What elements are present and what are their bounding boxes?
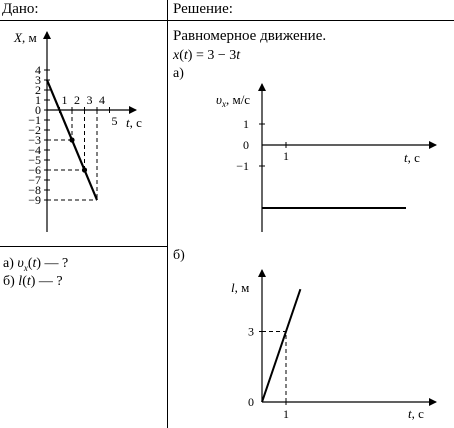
solution-header: Решение: — [173, 1, 233, 17]
y-tick-label: 0 — [248, 395, 254, 409]
part-a-label: а) — [173, 66, 184, 81]
solution-title: Равномерное движение. — [173, 28, 327, 44]
x-tick-label: 3 — [86, 93, 93, 107]
x-tick-label: 1 — [283, 149, 289, 163]
y-tick-label: −5 — [28, 153, 41, 167]
x-axis-label: t, с — [404, 150, 420, 165]
x-tick-label: 1 — [61, 93, 68, 107]
y-axis-label: l, м — [231, 280, 250, 295]
y-tick-label: 1 — [243, 117, 249, 131]
y-tick-label: 4 — [35, 63, 41, 77]
position-chart — [13, 30, 142, 232]
y-tick-label: 3 — [35, 73, 41, 87]
equation-law: x(t) = 3 − 3t — [173, 48, 241, 63]
y-tick-label: −6 — [28, 163, 41, 177]
y-tick-label: −1 — [236, 159, 249, 173]
path-chart — [231, 270, 436, 421]
velocity-chart — [216, 84, 436, 232]
x-tick-label: 4 — [99, 93, 105, 107]
path-line — [262, 289, 300, 402]
y-tick-label: −9 — [28, 193, 41, 207]
y-tick-label: −7 — [28, 173, 41, 187]
x-axis-label: t, с — [408, 406, 424, 421]
y-tick-label: 0 — [243, 138, 249, 152]
y-tick-label: −1 — [28, 113, 41, 127]
y-tick-label: −2 — [28, 123, 41, 137]
x-tick-label: 2 — [74, 93, 80, 107]
y-tick-label: −3 — [28, 133, 41, 147]
y-tick-label: 1 — [35, 93, 41, 107]
x-axis-label: t, с — [126, 115, 142, 130]
y-tick-label: 3 — [248, 324, 254, 339]
given-header: Дано: — [2, 1, 39, 17]
marked-point — [82, 167, 87, 172]
question-velocity: а) $\upsilon_x(t)$ — ? — [3, 256, 69, 273]
y-axis-label: X, м — [14, 30, 37, 45]
x-tick-label: 1 — [283, 407, 289, 421]
y-tick-label: −8 — [28, 183, 41, 197]
part-b-label: б) — [173, 248, 185, 263]
y-tick-label: 2 — [35, 83, 41, 97]
question-path: б) l(t) — ? — [3, 274, 63, 289]
y-tick-label: −4 — [28, 143, 41, 157]
y-axis-label: $\upsilon_x$, м/с — [216, 92, 251, 109]
marked-point — [69, 137, 74, 142]
y-tick-label: 0 — [35, 103, 41, 117]
x-tick-label: 5 — [111, 114, 118, 128]
